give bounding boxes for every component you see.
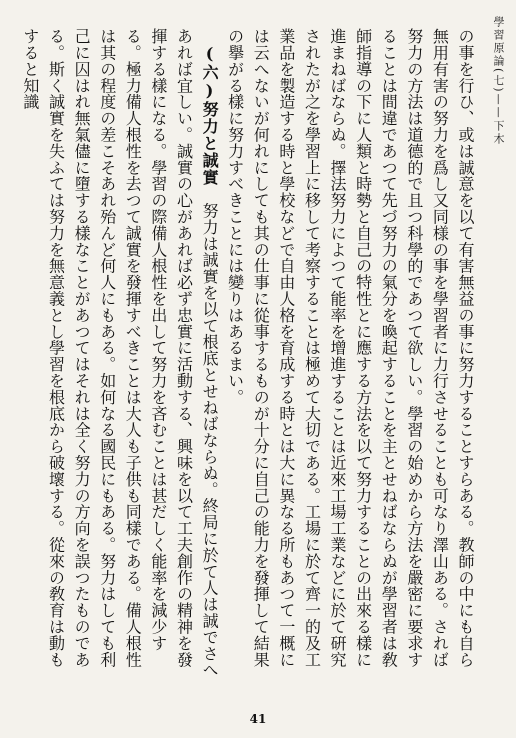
running-header-dash: ——: [492, 93, 505, 120]
section-text: 努力は誠實を以て根底とせねばならぬ。終局に於て人は誠でさへあれば宜しい。誠實の心があれば必ず忠實に活動する、興味を以て工夫創作の精神を發揮する樣になる。學習の際備人根性を出して努力を吝むことは甚だしく能率を減少する。極力備人根性を去つて誠實を發揮すべきことは大人も子供も同樣である。備人根性は其の程度の差こそあれ殆んど何人にもある。如何なる國民にもある。努力はしても利己に囚はれ無氣儘に墮する樣なことがあつてはそれは全く努力の方向を誤つたものである。斯く誠實を失ふては努力を無意義とし學習を根底から破壞する。從來の敎育は動もすると知識: [20, 28, 220, 679]
section-paragraph: [17, 28, 222, 680]
body-text: [20, 28, 478, 680]
paragraph: の事を行ひ、或は誠意を以て有害無益の事に努力することすらある。教師の中にも自ら無用有害の努力を爲し又同様の事を學習者に力行させることも可なり澤山ある。されば努力の方法は道德的で且つ科學的であつて欲しい。學習の始めから方法を嚴密に要求することは間違であつて先づ努力の氣分を喚起することを主とせねばならぬが學習者は敎師指導の下に人類と時勢と自己の特性とに應する方法を以て努力することの出來る樣に進まねばならぬ。擇法努力によつて能率を增進することは近來工場工業などに於て硏究されたが之を學習上に移して考察することは極めて大切である。工場に於て齊一的及工業品を製造する時と學校などで自由人格を育成する時とは大に異なる所もあつて一概には云へないが何れにしても其の仕事に從事するものが十分に自己の能力を發揮して結果の擧がる樣に努力すべきことには變りはあるまい。: [225, 28, 475, 668]
page-number: 41: [249, 712, 267, 726]
running-header-subtitle: 下木: [492, 119, 505, 146]
running-header-title: 學習原論: [492, 16, 505, 68]
running-header-section: (七): [492, 68, 505, 94]
running-header: [490, 16, 506, 146]
section-title: 努力と誠實: [200, 101, 220, 186]
section-number: (六): [200, 44, 220, 101]
